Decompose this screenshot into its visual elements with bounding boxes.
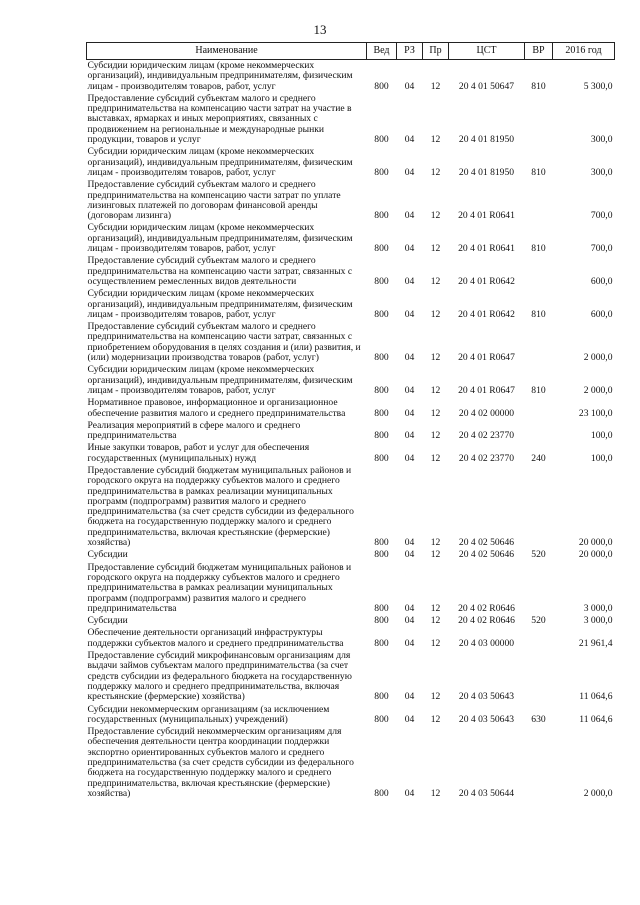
cell-amount: 600,0 (590, 308, 613, 320)
cell-rz: 04 (404, 407, 415, 419)
cell-rz: 04 (404, 134, 415, 146)
cell-pr: 12 (430, 549, 441, 561)
table-row (87, 650, 615, 703)
header-name: Наименование (87, 43, 367, 60)
cell-rz: 04 (404, 549, 415, 561)
cell-name: Обеспечение деятельности организаций инфраструктуры поддержки субъектов малого и среднего предпринимательства (87, 627, 344, 649)
table-row (87, 704, 615, 727)
cell-pr: 12 (430, 166, 441, 178)
cell-ved: 800 (374, 134, 389, 146)
cell-pr: 12 (430, 537, 441, 549)
cell-rz: 04 (404, 210, 415, 222)
cell-vr (525, 321, 553, 364)
table-body (87, 60, 615, 801)
cell-pr: 12 (430, 80, 441, 92)
cell-name: Субсидии юридическим лицам (кроме некоммерческих организаций), индивидуальным предпринимателям, физическим лицам - производителям товаров, работ, услуг (87, 60, 353, 92)
cell-vr: 810 (531, 243, 546, 255)
cell-ved: 800 (374, 308, 389, 320)
cell-ved: 800 (374, 384, 389, 396)
cell-rz: 04 (404, 384, 415, 396)
table-row (87, 726, 615, 800)
cell-ved: 800 (374, 243, 389, 255)
header-year: 2016 год (553, 43, 615, 60)
cell-ved: 800 (374, 602, 389, 614)
cell-cst: 20 4 01 R0642 (458, 308, 515, 320)
cell-vr: 810 (531, 80, 546, 92)
cell-cst: 20 4 02 R0646 (458, 602, 515, 614)
cell-amount: 300,0 (590, 134, 613, 146)
cell-name: Субсидии юридическим лицам (кроме некоммерческих организаций), индивидуальным предпринимателям, физическим лицам - производителям товаров, работ, услуг (87, 146, 353, 178)
header-pr: Пр (423, 43, 449, 60)
cell-pr: 12 (430, 134, 441, 146)
cell-amount: 3 000,0 (583, 602, 613, 614)
cell-name: Предоставление субсидий бюджетам муниципальных районов и городского округа на поддержку субъектов малого и среднего предпринимательства в рамках реализации муниципальных программ (подпрограмм) развития малого и среднего предпринимательства (за счет средств субсидии из федерального бюджета на государственную поддержку малого и среднего предпринимательства, включая крестьянские (фермерские) хозяйства) (87, 464, 354, 549)
table-row (87, 321, 615, 364)
cell-ved: 800 (374, 352, 389, 364)
header-ved: Вед (367, 43, 397, 60)
cell-name: Предоставление субсидий микрофинансовым организациям для выдачи займов субъектам малого предпринимательства (за счет средств субсидии из федерального бюджета на государственную поддержку малого и среднего предпринимательства, включая крестьянские (фермерские) хозяйства) (87, 650, 352, 703)
cell-ved: 800 (374, 452, 389, 464)
cell-rz: 04 (404, 691, 415, 703)
cell-vr (525, 93, 553, 146)
cell-vr: 240 (531, 452, 546, 464)
cell-cst: 20 4 02 50646 (458, 549, 515, 561)
cell-pr: 12 (430, 407, 441, 419)
cell-cst: 20 4 01 50647 (458, 80, 515, 92)
table-row (87, 397, 615, 420)
table-row (87, 179, 615, 222)
cell-cst: 20 4 01 R0642 (458, 275, 515, 287)
cell-rz: 04 (404, 166, 415, 178)
table-row (87, 288, 615, 321)
cell-name: Субсидии (87, 549, 128, 561)
cell-name: Предоставление субсидий некоммерческим организациям для обеспечения деятельности центра координации поддержки экспортно ориентированных субъектов малого и среднего предпринимательства (за счет средств субсидии из федерального бюджета на государственную поддержку малого и среднего предпринимательства, включая крестьянские (фермерские) хозяйства) (87, 726, 354, 799)
cell-amount: 700,0 (590, 210, 613, 222)
cell-name: Субсидии юридическим лицам (кроме некоммерческих организаций), индивидуальным предпринимателям, физическим лицам - производителям товаров, работ, услуг (87, 222, 353, 255)
cell-name: Предоставление субсидий субъектам малого и среднего предпринимательства на компенсацию части затрат по уплате лизинговых платежей по договорам финансовой аренды (договорам лизинга) (87, 179, 341, 222)
table-row (87, 627, 615, 650)
cell-pr: 12 (430, 243, 441, 255)
cell-name: Субсидии некоммерческим организациям (за исключением государственных (муниципальных) учреждений) (87, 703, 330, 725)
cell-pr: 12 (430, 275, 441, 287)
cell-amount: 20 000,0 (578, 549, 613, 561)
cell-vr (525, 397, 553, 420)
cell-cst: 20 4 03 00000 (458, 637, 515, 649)
cell-rz: 04 (404, 615, 415, 627)
cell-amount: 2 000,0 (583, 384, 613, 396)
cell-name: Иные закупки товаров, работ и услуг для обеспечения государственных (муниципальных) нужд (87, 442, 310, 464)
cell-rz: 04 (404, 602, 415, 614)
cell-name: Реализация мероприятий в сфере малого и среднего предпринимательства (87, 419, 301, 442)
cell-ved: 800 (374, 713, 389, 725)
cell-amount: 11 064,6 (579, 713, 613, 725)
cell-rz: 04 (404, 275, 415, 287)
cell-vr (525, 255, 553, 288)
cell-pr: 12 (430, 352, 441, 364)
cell-cst: 20 4 03 50644 (458, 787, 515, 799)
cell-vr: 520 (531, 615, 546, 627)
table-row (87, 364, 615, 397)
cell-vr (525, 562, 553, 615)
cell-rz: 04 (404, 637, 415, 649)
cell-ved: 800 (374, 615, 389, 627)
cell-amount: 2 000,0 (583, 787, 613, 799)
cell-cst: 20 4 02 R0646 (458, 615, 515, 627)
cell-ved: 800 (374, 637, 389, 649)
cell-vr (525, 726, 553, 800)
cell-pr: 12 (430, 637, 441, 649)
cell-name: Субсидии юридическим лицам (кроме некоммерческих организаций), индивидуальным предпринимателям, физическим лицам - производителям товаров, работ, услуг (87, 288, 353, 320)
cell-name: Предоставление субсидий субъектам малого и среднего предпринимательства на компенсацию части затрат, связанных с приобретением оборудования в целях создания и (или) развития, и (или) модернизации производства товаров (работ, услуг) (87, 321, 361, 364)
cell-ved: 800 (374, 691, 389, 703)
cell-amount: 23 100,0 (578, 407, 613, 419)
table-row (87, 549, 615, 561)
cell-amount: 300,0 (590, 166, 613, 178)
table-header-row (87, 43, 615, 60)
table-row (87, 442, 615, 465)
cell-ved: 800 (374, 549, 389, 561)
cell-pr: 12 (430, 384, 441, 396)
cell-vr (525, 650, 553, 703)
cell-rz: 04 (404, 537, 415, 549)
cell-ved: 800 (374, 210, 389, 222)
cell-name: Предоставление субсидий субъектам малого и среднего предпринимательства на компенсацию части затрат, связанных с осуществлением ремесленных видов деятельности (87, 255, 353, 287)
cell-vr (525, 179, 553, 222)
cell-ved: 800 (374, 430, 389, 442)
cell-cst: 20 4 01 81950 (458, 166, 515, 178)
cell-vr: 520 (531, 549, 546, 561)
table-row (87, 255, 615, 288)
cell-rz: 04 (404, 430, 415, 442)
cell-cst: 20 4 01 81950 (458, 134, 515, 146)
cell-name: Субсидии юридическим лицам (кроме некоммерческих организаций), индивидуальным предпринимателям, физическим лицам - производителям товаров, работ, услуг (87, 364, 353, 396)
cell-rz: 04 (404, 452, 415, 464)
cell-vr: 810 (531, 308, 546, 320)
cell-pr: 12 (430, 787, 441, 799)
cell-amount: 100,0 (590, 430, 613, 442)
budget-table (86, 42, 615, 800)
cell-rz: 04 (404, 308, 415, 320)
cell-name: Предоставление субсидий субъектам малого и среднего предпринимательства на компенсацию части затрат на участие в выставках, ярмарках и иных мероприятиях, связанных с продвижением на региональные и международные рынки продукции, товаров и услуг (87, 92, 352, 146)
cell-vr (525, 420, 553, 443)
table-row (87, 615, 615, 627)
cell-ved: 800 (374, 80, 389, 92)
cell-pr: 12 (430, 430, 441, 442)
table-row (87, 562, 615, 615)
table-row (87, 146, 615, 179)
cell-pr: 12 (430, 691, 441, 703)
cell-ved: 800 (374, 407, 389, 419)
cell-amount: 20 000,0 (578, 537, 613, 549)
cell-rz: 04 (404, 352, 415, 364)
cell-ved: 800 (374, 787, 389, 799)
cell-ved: 800 (374, 275, 389, 287)
cell-cst: 20 4 03 50643 (458, 691, 515, 703)
table-row (87, 60, 615, 93)
cell-cst: 20 4 01 R0647 (458, 352, 515, 364)
header-rz: РЗ (397, 43, 423, 60)
cell-ved: 800 (374, 537, 389, 549)
cell-cst: 20 4 01 R0647 (458, 384, 515, 396)
table-row (87, 465, 615, 549)
cell-vr: 810 (531, 384, 546, 396)
cell-amount: 100,0 (590, 452, 613, 464)
cell-cst: 20 4 03 50643 (458, 713, 515, 725)
cell-cst: 20 4 02 23770 (458, 430, 515, 442)
cell-vr (525, 465, 553, 549)
cell-name: Нормативное правовое, информационное и организационное обеспечение развития малого и среднего предпринимательства (87, 397, 346, 419)
cell-amount: 3 000,0 (583, 615, 613, 627)
cell-rz: 04 (404, 787, 415, 799)
cell-amount: 11 064,6 (579, 691, 613, 703)
cell-vr (525, 627, 553, 650)
cell-pr: 12 (430, 602, 441, 614)
cell-amount: 21 961,4 (578, 637, 613, 649)
cell-amount: 2 000,0 (583, 352, 613, 364)
cell-cst: 20 4 02 50646 (458, 537, 515, 549)
table-row (87, 93, 615, 146)
cell-pr: 12 (430, 615, 441, 627)
page-number: 13 (313, 22, 327, 37)
cell-cst: 20 4 01 R0641 (458, 210, 515, 222)
cell-name: Субсидии (87, 615, 128, 627)
table-row (87, 420, 615, 443)
cell-pr: 12 (430, 308, 441, 320)
cell-pr: 12 (430, 210, 441, 222)
cell-amount: 700,0 (590, 243, 613, 255)
cell-ved: 800 (374, 166, 389, 178)
cell-vr: 630 (531, 713, 546, 725)
header-cst: ЦСТ (449, 43, 525, 60)
cell-cst: 20 4 01 R0641 (458, 243, 515, 255)
cell-cst: 20 4 02 23770 (458, 452, 515, 464)
cell-pr: 12 (430, 452, 441, 464)
cell-rz: 04 (404, 243, 415, 255)
header-vr: ВР (525, 43, 553, 60)
cell-cst: 20 4 02 00000 (458, 407, 515, 419)
cell-vr: 810 (531, 166, 546, 178)
cell-pr: 12 (430, 713, 441, 725)
table-row (87, 222, 615, 255)
cell-amount: 5 300,0 (583, 80, 613, 92)
cell-rz: 04 (404, 713, 415, 725)
cell-rz: 04 (404, 80, 415, 92)
cell-amount: 600,0 (590, 275, 613, 287)
cell-name: Предоставление субсидий бюджетам муниципальных районов и городского округа на поддержку субъектов малого и среднего предпринимательства в рамках реализации муниципальных программ (подпрограмм) развития малого и среднего предпринимательства (87, 561, 352, 614)
